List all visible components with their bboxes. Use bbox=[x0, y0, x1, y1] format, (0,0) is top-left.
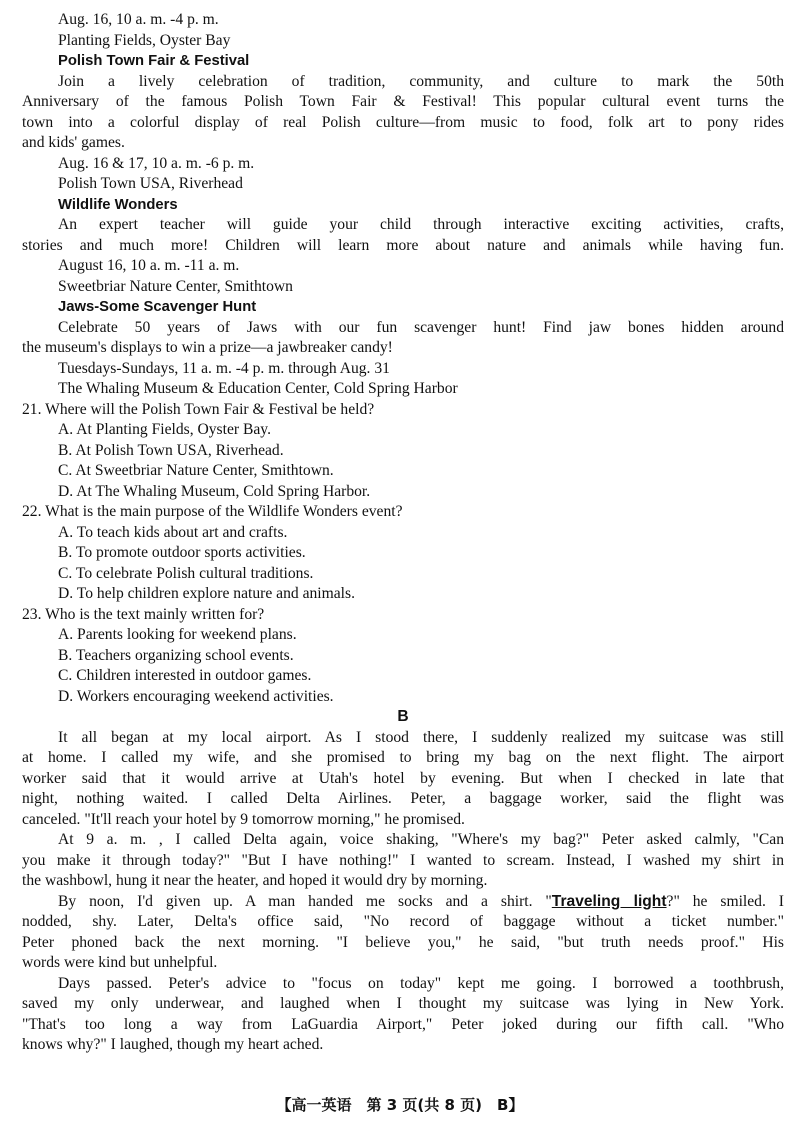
answer-option: C. At Sweetbriar Nature Center, Smithtown. bbox=[58, 462, 334, 479]
passage-line: you make it through today?" "But I have nothing!" I wanted to scream. Instead, I washed my shirt in bbox=[22, 851, 784, 869]
passage-line: night, nothing waited. I called Delta Airlines. Peter, a baggage worker, said the flight was bbox=[22, 790, 784, 807]
polish-time: Aug. 16 & 17, 10 a. m. -6 p. m. bbox=[58, 154, 255, 172]
answer-option: D. Workers encouraging weekend activities. bbox=[58, 687, 334, 705]
passage-line: nodded, shy. Later, Delta's office said, "No record of baggage without a ticket number." bbox=[22, 913, 784, 930]
passage-line: At 9 a. m. , I called Delta again, voice shaking, "Where's my bag?" Peter asked calmly, "Can bbox=[58, 831, 784, 848]
answer-option: C. To celebrate Polish cultural traditions. bbox=[58, 564, 314, 582]
wildlife-desc-line: stories and much more! Children will learn more about nature and animals while having fun. bbox=[22, 236, 784, 254]
jaws-title: Jaws-Some Scavenger Hunt bbox=[58, 299, 257, 315]
passage-line: saved my only underwear, and laughed when I thought my suitcase was lying in New York. bbox=[22, 995, 784, 1012]
passage-line: at home. I called my wife, and she promised to bring my bag on the next flight. The airport bbox=[22, 749, 784, 766]
wildlife-title: Wildlife Wonders bbox=[58, 196, 178, 213]
passage-line bbox=[22, 892, 784, 913]
wildlife-time: August 16, 10 a. m. -11 a. m. bbox=[58, 257, 240, 274]
polish-title: Polish Town Fair & Festival bbox=[58, 53, 250, 69]
planting-place: Planting Fields, Oyster Bay bbox=[58, 31, 231, 49]
passage-text: By noon, I'd given up. A man handed me socks and a shirt. " bbox=[58, 892, 552, 910]
answer-option: C. Children interested in outdoor games. bbox=[58, 667, 312, 684]
section-b-label: B bbox=[397, 708, 409, 725]
question-stem: 22. What is the main purpose of the Wildlife Wonders event? bbox=[22, 503, 403, 520]
answer-option: B. At Polish Town USA, Riverhead. bbox=[58, 441, 284, 459]
jaws-time: Tuesdays-Sundays, 11 a. m. -4 p. m. through Aug. 31 bbox=[58, 359, 390, 377]
answer-option: D. At The Whaling Museum, Cold Spring Harbor. bbox=[58, 482, 371, 500]
passage-text: ?" he smiled. I bbox=[666, 892, 784, 910]
passage-line: canceled. "It'll reach your hotel by 9 tomorrow morning," he promised. bbox=[22, 810, 465, 828]
jaws-desc-line: Celebrate 50 years of Jaws with our fun scavenger hunt! Find jaw bones hidden around bbox=[58, 318, 784, 336]
passage-line: knows why?" I laughed, though my heart ached. bbox=[22, 1036, 324, 1053]
answer-option: B. Teachers organizing school events. bbox=[58, 646, 294, 664]
answer-option: A. Parents looking for weekend plans. bbox=[58, 626, 297, 643]
passage-line: Peter phoned back the next morning. "I believe you," he said, "but truth needs proof." His bbox=[22, 933, 784, 951]
question-stem: 23. Who is the text mainly written for? bbox=[22, 605, 265, 623]
passage-line: words were kind but unhelpful. bbox=[22, 954, 218, 971]
passage-line: "That's too long a way from LaGuardia Airport," Peter joked during our fifth call. "Who bbox=[22, 1015, 784, 1033]
polish-desc-line: Anniversary of the famous Polish Town Fair & Festival! This popular cultural event turns the bbox=[22, 93, 784, 110]
underlined-phrase: Traveling light bbox=[551, 892, 667, 910]
wildlife-place: Sweetbriar Nature Center, Smithtown bbox=[58, 277, 293, 295]
page-content bbox=[22, 10, 784, 1056]
planting-time: Aug. 16, 10 a. m. -4 p. m. bbox=[58, 11, 219, 28]
passage-line: the washbowl, hung it near the heater, and hoped it would dry by morning. bbox=[22, 872, 488, 889]
polish-place: Polish Town USA, Riverhead bbox=[58, 175, 243, 192]
page-footer: 【高一英语 第 3 页(共 8 页) B】 bbox=[276, 1096, 524, 1114]
wildlife-desc-line: An expert teacher will guide your child through interactive exciting activities, crafts, bbox=[58, 216, 784, 233]
passage-line: worker said that it would arrive at Utah's hotel by evening. But when I checked in late that bbox=[22, 769, 784, 787]
jaws-desc-line: the museum's displays to win a prize—a jawbreaker candy! bbox=[22, 339, 393, 356]
polish-desc-line: and kids' games. bbox=[22, 134, 125, 151]
answer-option: A. At Planting Fields, Oyster Bay. bbox=[58, 421, 271, 438]
answer-option: B. To promote outdoor sports activities. bbox=[58, 544, 306, 561]
answer-option: A. To teach kids about art and crafts. bbox=[58, 523, 288, 541]
jaws-place: The Whaling Museum & Education Center, Cold Spring Harbor bbox=[58, 380, 458, 397]
polish-desc-line: town into a colorful display of real Polish culture—from music to food, folk art to pony rides bbox=[22, 113, 784, 131]
answer-option: D. To help children explore nature and animals. bbox=[58, 585, 355, 602]
passage-line: It all began at my local airport. As I stood there, I suddenly realized my suitcase was still bbox=[58, 728, 784, 746]
question-stem: 21. Where will the Polish Town Fair & Festival be held? bbox=[22, 400, 375, 418]
passage-line: Days passed. Peter's advice to "focus on today" kept me going. I borrowed a toothbrush, bbox=[58, 974, 784, 992]
polish-desc-line: Join a lively celebration of tradition, community, and culture to mark the 50th bbox=[58, 72, 784, 90]
